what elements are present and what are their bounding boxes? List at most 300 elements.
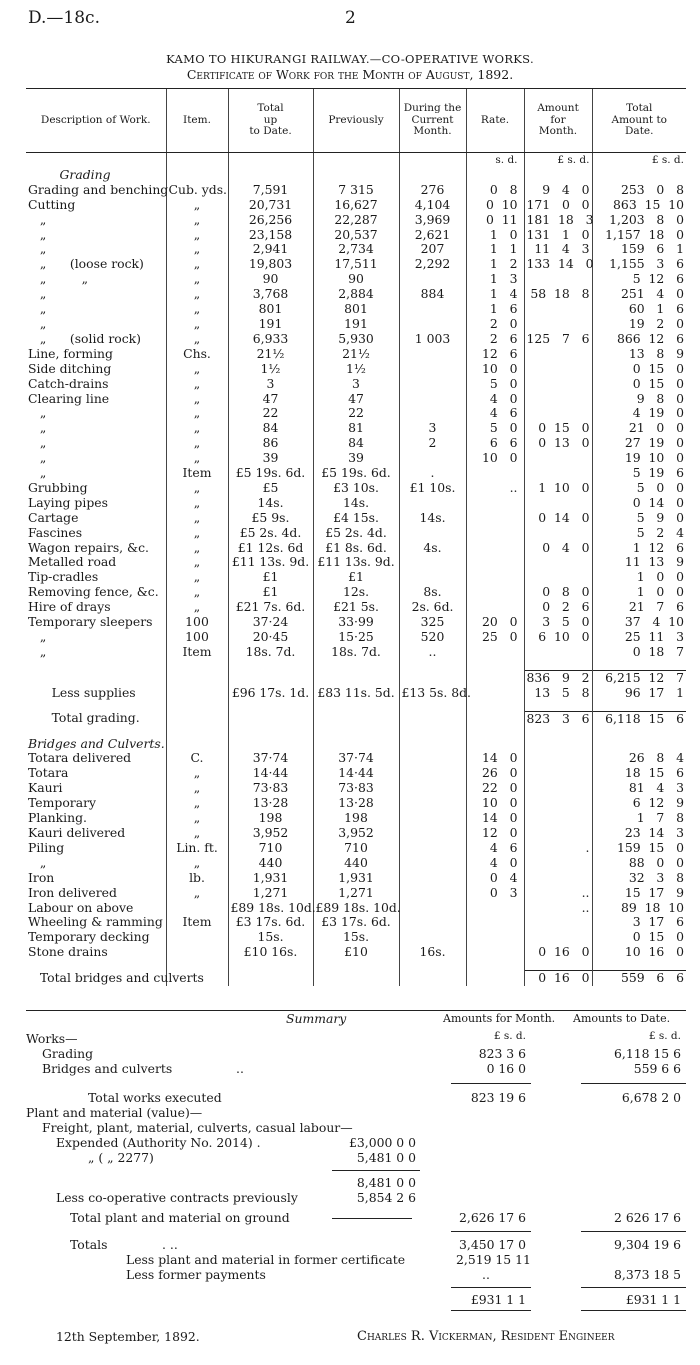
cell-amount-for-month: 181 18 3 (524, 213, 592, 228)
cell-total-to-date: 710 (228, 841, 313, 856)
cell-current-month: 4,104 (399, 198, 466, 213)
cell-amount-for-month (524, 960, 592, 971)
cell-description: Total bridges and culverts (28, 969, 204, 985)
cell-description: Iron (28, 869, 55, 885)
cell-total-to-date: 6,933 (228, 332, 313, 347)
cell-amount-for-month (524, 302, 592, 317)
cell-previously (313, 670, 399, 685)
table-row (26, 945, 686, 960)
summary-lsd-date: £ s. d. (648, 1030, 681, 1042)
cell-previously: 90 (313, 272, 399, 287)
cell-item: „ (166, 856, 228, 871)
cell-current-month: £1 10s. (399, 481, 466, 496)
cell-total-to-date: 14s. (228, 496, 313, 511)
page-number: 2 (345, 8, 356, 28)
cell-total-amount-to-date: 1,203 8 0 (592, 213, 686, 228)
unit-description (26, 153, 166, 168)
cell-rate: 0 8 (466, 183, 524, 198)
cell-total-amount-to-date: 3 17 6 (592, 915, 686, 930)
cell-total-amount-to-date: 6,118 15 6 (592, 711, 686, 726)
cell-previously: 84 (313, 436, 399, 451)
cell-previously: 2,734 (313, 242, 399, 257)
cell-rate (466, 727, 524, 737)
cell-current-month: 325 (399, 615, 466, 630)
cell-previously: £21 5s. (313, 600, 399, 615)
cell-previously: 22,287 (313, 213, 399, 228)
cell-rate: 1 6 (466, 302, 524, 317)
cell-current-month (399, 406, 466, 421)
cell-previously: 15s. (313, 930, 399, 945)
cell-description: Planking. (28, 810, 87, 826)
cell-amount-for-month: 131 1 0 (524, 228, 592, 243)
cell-amount-for-month (524, 751, 592, 766)
table-header-row (26, 89, 686, 153)
cell-rate (466, 901, 524, 916)
cell-total-amount-to-date: 9 8 0 (592, 392, 686, 407)
cell-description: „ (28, 629, 47, 644)
cell-description: Stone drains (28, 944, 108, 960)
cell-previously: £83 11s. 5d. (313, 686, 399, 701)
rule-plant-dash (332, 1218, 412, 1219)
cell-total-amount-to-date: 5 0 0 (592, 481, 686, 496)
cell-total-to-date: 198 (228, 811, 313, 826)
cell-item: „ (166, 257, 228, 272)
cell-rate (466, 585, 524, 600)
cell-item: Lin. ft. (166, 841, 228, 856)
cell-item: „ (166, 451, 228, 466)
cell-amount-for-month (524, 496, 592, 511)
cell-current-month (399, 737, 466, 752)
cell-description: Grading and benching (28, 181, 169, 197)
cell-total-to-date: 13·28 (228, 796, 313, 811)
cell-description: Line, forming (28, 345, 113, 361)
cell-amount-for-month (524, 272, 592, 287)
header-total-amount-to-date: Total Amount to Date. (592, 89, 686, 153)
table-row (26, 796, 686, 811)
cell-total-amount-to-date: 5 2 4 (592, 526, 686, 541)
table-body (26, 153, 686, 987)
cell-previously: 47 (313, 392, 399, 407)
cell-rate (466, 466, 524, 481)
table-row (26, 377, 686, 392)
cell-description: „ (28, 211, 47, 227)
cell-item (166, 686, 228, 701)
cell-total-to-date: 26,256 (228, 213, 313, 228)
cell-description: Piling (28, 839, 65, 855)
cell-total-to-date: £10 16s. (228, 945, 313, 960)
cell-total-to-date: £96 17s. 1d. (228, 686, 313, 701)
cell-amount-for-month: .. (524, 901, 592, 916)
cell-previously: 17,511 (313, 257, 399, 272)
cell-previously (313, 168, 399, 183)
cell-description: Less supplies (28, 684, 136, 700)
cell-description: „ (28, 643, 47, 659)
summary-col-month: Amounts for Month. (443, 1012, 556, 1025)
cell-rate: 2 6 (466, 332, 524, 347)
cell-rate: 26 0 (466, 766, 524, 781)
cell-total-to-date (228, 660, 313, 671)
cell-item: „ (166, 766, 228, 781)
table-row (26, 856, 686, 871)
cell-current-month: . (399, 466, 466, 481)
cell-previously: 198 (313, 811, 399, 826)
summary-total-works-label: Total works executed (88, 1090, 222, 1105)
cell-total-to-date: £3 17s. 6d. (228, 915, 313, 930)
cell-total-amount-to-date: 10 16 0 (592, 945, 686, 960)
cell-total-to-date: 18s. 7d. (228, 645, 313, 660)
table-row (26, 421, 686, 436)
cell-current-month (399, 727, 466, 737)
cell-current-month (399, 711, 466, 726)
cell-total-amount-to-date: 1 7 8 (592, 811, 686, 826)
cell-description: Catch-drains (28, 375, 109, 391)
cell-item: Cub. yds. (166, 183, 228, 198)
summary-total-plant-date: 2 626 17 6 (614, 1210, 681, 1225)
cell-rate (466, 600, 524, 615)
rule-month-1 (451, 1083, 531, 1084)
summary-expended2-amount: 5,481 0 0 (356, 1150, 416, 1165)
cell-current-month (399, 871, 466, 886)
cell-total-to-date: £89 18s. 10d. (228, 901, 313, 916)
cell-total-amount-to-date: 26 8 4 (592, 751, 686, 766)
table-row (26, 541, 686, 556)
table-row (26, 615, 686, 630)
cell-description: Kauri delivered (28, 824, 126, 840)
table-row (26, 670, 686, 685)
header-description: Description of Work. (26, 89, 166, 153)
cell-total-amount-to-date: 1,157 18 0 (592, 228, 686, 243)
cell-previously: 7 315 (313, 183, 399, 198)
summary-net-month: £931 1 1 (470, 1292, 526, 1307)
cell-previously: 12s. (313, 585, 399, 600)
cell-previously: 73·83 (313, 781, 399, 796)
cell-previously: 14·44 (313, 766, 399, 781)
cell-current-month (399, 796, 466, 811)
summary-less-payments-month: .. (482, 1267, 490, 1282)
cell-rate: 14 0 (466, 811, 524, 826)
cell-rate (466, 570, 524, 585)
cell-amount-for-month (524, 701, 592, 712)
cell-amount-for-month (524, 737, 592, 752)
cell-description (26, 670, 166, 685)
cell-rate (466, 701, 524, 712)
cell-current-month (399, 901, 466, 916)
rule-month-4 (451, 1310, 531, 1311)
certificate-date: 12th September, 1892. (56, 1329, 200, 1344)
cell-total-to-date: £21 7s. 6d. (228, 600, 313, 615)
cell-item: „ (166, 272, 228, 287)
cell-amount-for-month (524, 451, 592, 466)
cell-description: Totara delivered (28, 750, 132, 766)
cell-previously: 14s. (313, 496, 399, 511)
cell-rate (466, 526, 524, 541)
cell-item: „ (166, 213, 228, 228)
cell-description: Temporary decking (28, 929, 150, 945)
cell-total-to-date: 801 (228, 302, 313, 317)
table-row (26, 915, 686, 930)
summary-total-works-month: 823 19 6 (470, 1090, 526, 1105)
cell-item: lb. (166, 871, 228, 886)
cell-rate: 12 0 (466, 826, 524, 841)
table-row (26, 826, 686, 841)
cell-current-month: 2s. 6d. (399, 600, 466, 615)
cell-total-amount-to-date: 1 0 0 (592, 570, 686, 585)
summary-net-date: £931 1 1 (625, 1292, 681, 1307)
cell-rate (466, 496, 524, 511)
cell-item (166, 945, 228, 960)
summary-freight-label: Freight, plant, material, culverts, casual labour— (42, 1120, 353, 1135)
cell-total-amount-to-date: 18 15 6 (592, 766, 686, 781)
cell-current-month (399, 971, 466, 986)
cell-amount-for-month (524, 766, 592, 781)
cell-current-month: 520 (399, 630, 466, 645)
cell-current-month (399, 886, 466, 901)
cell-amount-for-month: 13 5 8 (524, 686, 592, 701)
table-row (26, 332, 686, 347)
cell-previously: 3 (313, 377, 399, 392)
cell-current-month (399, 555, 466, 570)
cell-previously (313, 711, 399, 726)
table-row (26, 930, 686, 945)
cell-total-to-date: 39 (228, 451, 313, 466)
cell-amount-for-month: 0 2 6 (524, 600, 592, 615)
rule-month-2 (451, 1231, 531, 1232)
cell-current-month (399, 960, 466, 971)
cell-total-amount-to-date: 19 2 0 (592, 317, 686, 332)
table-row (26, 686, 686, 701)
cell-total-to-date: 440 (228, 856, 313, 871)
cell-total-to-date: 7,591 (228, 183, 313, 198)
cell-item: 100 (166, 615, 228, 630)
cell-item: „ (166, 496, 228, 511)
rule-date-3 (581, 1287, 686, 1288)
cell-current-month: 2 (399, 436, 466, 451)
cell-previously: 1,931 (313, 871, 399, 886)
cell-amount-for-month (524, 811, 592, 826)
cell-amount-for-month (524, 362, 592, 377)
summary-less-plant-label: Less plant and material in former certificate (126, 1252, 406, 1267)
cell-rate (466, 670, 524, 685)
cell-total-to-date: £1 (228, 570, 313, 585)
cell-total-to-date: 19,803 (228, 257, 313, 272)
cell-total-to-date (228, 971, 313, 986)
cell-total-to-date: £5 9s. (228, 511, 313, 526)
table-row (26, 737, 686, 752)
cell-previously: 15·25 (313, 630, 399, 645)
cell-previously: 1,271 (313, 886, 399, 901)
cell-rate: 10 0 (466, 451, 524, 466)
summary-total-plant-month: 2,626 17 6 (459, 1210, 526, 1225)
cell-amount-for-month: 125 7 6 (524, 332, 592, 347)
cell-description: Grubbing (28, 479, 88, 495)
cell-description: Total grading. (28, 710, 140, 726)
table-row (26, 406, 686, 421)
cell-total-amount-to-date: 88 0 0 (592, 856, 686, 871)
cell-rate: 14 0 (466, 751, 524, 766)
summary-section (26, 1010, 686, 1313)
cell-total-to-date (228, 737, 313, 752)
table-row (26, 198, 686, 213)
cell-amount-for-month: 0 16 0 (524, 971, 592, 986)
cell-description: Grading (28, 166, 111, 182)
cell-rate: 25 0 (466, 630, 524, 645)
table-row (26, 496, 686, 511)
table-row (26, 362, 686, 377)
cell-rate: 0 4 (466, 871, 524, 886)
cell-rate: 5 0 (466, 377, 524, 392)
cell-rate: 10 0 (466, 796, 524, 811)
cell-total-amount-to-date: 5 12 6 (592, 272, 686, 287)
cell-item: „ (166, 481, 228, 496)
cell-total-amount-to-date: 0 15 0 (592, 377, 686, 392)
cell-amount-for-month: 0 4 0 (524, 541, 592, 556)
cell-amount-for-month: 0 13 0 (524, 436, 592, 451)
cell-current-month: £13 5s. 8d. (399, 686, 466, 701)
cell-rate: 20 0 (466, 615, 524, 630)
cell-total-amount-to-date (592, 727, 686, 737)
table-row (26, 242, 686, 257)
cell-item: „ (166, 421, 228, 436)
cell-total-to-date: 3 (228, 377, 313, 392)
header-rate: Rate. (466, 89, 524, 153)
unit-total-to-date (228, 153, 313, 168)
cell-total-to-date: 20·45 (228, 630, 313, 645)
cell-description: Hire of drays (28, 599, 111, 615)
cell-rate (466, 660, 524, 671)
cell-total-to-date: 90 (228, 272, 313, 287)
cell-rate: 4 0 (466, 392, 524, 407)
cell-previously: £10 (313, 945, 399, 960)
cell-previously: 18s. 7d. (313, 645, 399, 660)
summary-less-coop-label: Less co-operative contracts previously (56, 1190, 298, 1205)
cell-item: „ (166, 511, 228, 526)
summary-less-payments-date: 8,373 18 5 (614, 1267, 681, 1282)
work-certificate-table (26, 88, 686, 986)
summary-totals-label: Totals (70, 1237, 108, 1252)
cell-current-month: 2,621 (399, 228, 466, 243)
table-row (26, 392, 686, 407)
summary-expended1-label: Expended (Authority No. 2014) . (56, 1135, 261, 1150)
table-row (26, 766, 686, 781)
cell-rate (466, 686, 524, 701)
unit-total-amount-to-date: £ s. d. (592, 153, 686, 168)
cell-current-month (399, 841, 466, 856)
cell-item (166, 660, 228, 671)
cell-total-amount-to-date: 60 1 6 (592, 302, 686, 317)
cell-description: Fascines (28, 524, 83, 540)
summary-totals-month: 3,450 17 0 (459, 1237, 526, 1252)
table-row (26, 570, 686, 585)
cell-rate (466, 945, 524, 960)
cell-description: Temporary sleepers (28, 614, 153, 630)
table-row (26, 871, 686, 886)
cell-total-amount-to-date: 15 17 9 (592, 886, 686, 901)
summary-totals-dots: . .. (162, 1237, 178, 1252)
summary-less-coop-amount: 5,854 2 6 (356, 1190, 416, 1205)
cell-total-to-date: 20,731 (228, 198, 313, 213)
cell-item: „ (166, 826, 228, 841)
cell-description: „ „ (28, 271, 89, 287)
cell-rate (466, 511, 524, 526)
summary-lsd-month: £ s. d. (493, 1030, 526, 1042)
cell-total-amount-to-date: 253 0 8 (592, 183, 686, 198)
cell-description: „ (28, 420, 47, 436)
cell-total-amount-to-date: 23 14 3 (592, 826, 686, 841)
cell-previously: 440 (313, 856, 399, 871)
cell-total-amount-to-date: 21 0 0 (592, 421, 686, 436)
cell-description: Side ditching (28, 360, 112, 376)
cell-rate: 0 11 (466, 213, 524, 228)
cell-total-to-date: £5 (228, 481, 313, 496)
cell-rate: 22 0 (466, 781, 524, 796)
cell-previously (313, 660, 399, 671)
cell-description: Metalled road (28, 554, 117, 570)
table-row (26, 600, 686, 615)
cell-item: „ (166, 377, 228, 392)
summary-totals-date: 9,304 19 6 (614, 1237, 681, 1252)
cell-rate (466, 711, 524, 726)
cell-description: „ (28, 286, 47, 302)
table-row (26, 886, 686, 901)
cell-total-to-date: 73·83 (228, 781, 313, 796)
cell-item: „ (166, 362, 228, 377)
cell-total-amount-to-date: 81 4 3 (592, 781, 686, 796)
cell-item (166, 901, 228, 916)
cell-total-to-date: 3,952 (228, 826, 313, 841)
cell-item: „ (166, 781, 228, 796)
cell-amount-for-month: 171 0 0 (524, 198, 592, 213)
cell-total-amount-to-date: 6,215 12 7 (592, 670, 686, 685)
cell-item (166, 670, 228, 685)
table-row (26, 317, 686, 332)
cell-previously: £3 17s. 6d. (313, 915, 399, 930)
cell-description: „ (solid rock) (28, 330, 141, 346)
cell-rate: 4 0 (466, 856, 524, 871)
cell-amount-for-month: 58 18 8 (524, 287, 592, 302)
cell-total-amount-to-date: 32 3 8 (592, 871, 686, 886)
cell-description: „ (28, 450, 47, 466)
cell-item: Item (166, 645, 228, 660)
cell-item: „ (166, 228, 228, 243)
cell-item: „ (166, 570, 228, 585)
cell-description: Cartage (28, 509, 79, 525)
cell-previously: 39 (313, 451, 399, 466)
cell-total-to-date (228, 711, 313, 726)
unit-item (166, 153, 228, 168)
cell-current-month (399, 660, 466, 671)
cell-description: Labour on above (28, 899, 134, 915)
cell-total-amount-to-date: 0 18 7 (592, 645, 686, 660)
cell-total-amount-to-date (592, 168, 686, 183)
cell-description: Kauri (28, 780, 63, 796)
cell-total-to-date: 2,941 (228, 242, 313, 257)
summary-less-payments-label: Less former payments (126, 1267, 266, 1282)
summary-subtotal-amount: 8,481 0 0 (356, 1175, 416, 1190)
cell-previously: £4 15s. (313, 511, 399, 526)
cell-total-amount-to-date: 27 19 0 (592, 436, 686, 451)
cell-total-amount-to-date: 159 15 0 (592, 841, 686, 856)
cell-amount-for-month (524, 727, 592, 737)
summary-bridges-label: Bridges and culverts (42, 1061, 173, 1076)
cell-current-month (399, 302, 466, 317)
table-row (26, 168, 686, 183)
cell-amount-for-month: 9 4 0 (524, 183, 592, 198)
cell-total-amount-to-date: 0 15 0 (592, 930, 686, 945)
cell-current-month (399, 362, 466, 377)
cell-rate: 4 6 (466, 406, 524, 421)
cell-item: „ (166, 600, 228, 615)
cell-total-to-date (228, 727, 313, 737)
